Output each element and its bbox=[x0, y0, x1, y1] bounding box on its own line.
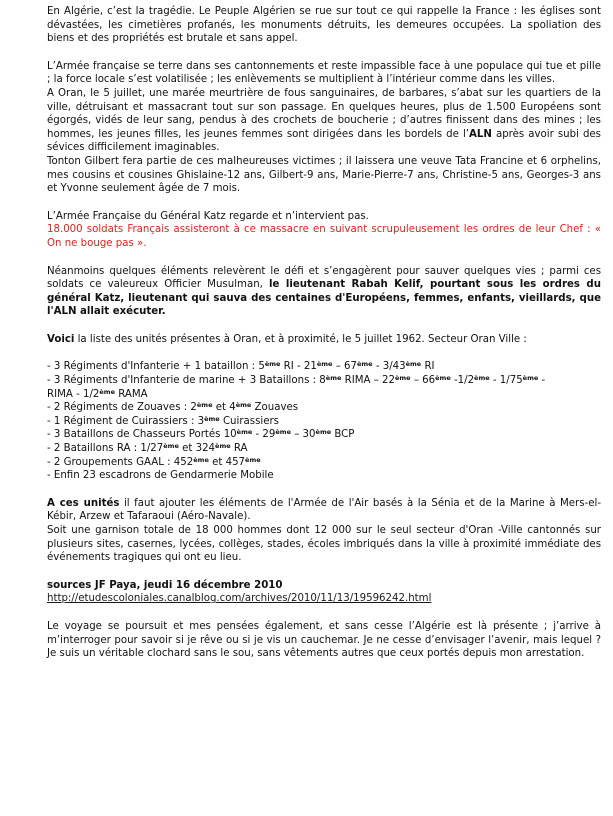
sources-label: sources JF Paya, jeudi 16 décembre 2010 bbox=[47, 579, 283, 591]
paragraph-armee-terre: L’Armée française se terre dans ses cantonnements et reste impassible face à une populace qui tue et pille ; la force locale s’est volatilisée ; les enlèvements se multiplient à l’intérieur comme dans les villes. bbox=[47, 60, 601, 86]
paragraph-liste-unites: Voici la liste des unités présentes à Oran, et à proximité, le 5 juillet 1962. Secteur Oran Ville : bbox=[47, 333, 527, 345]
sources-link[interactable] bbox=[47, 592, 601, 606]
list-item: - 3 Régiments d'Infanterie de marine + 3 Bataillons : 8ème RIMA – 22ème – 66ème -1/2ème - 1/75ème - bbox=[47, 374, 546, 387]
aln-label: ALN bbox=[469, 128, 492, 140]
paragraph-garnison: Soit une garnison totale de 18 000 hommes dont 12 000 sur le seul secteur d'Oran -Ville cantonnés sur plusieurs sites, casernes, lycées, collèges, stades, écoles imbriqués dans la ville à proximité immédiate des événements tragiques qui ont eu lieu. bbox=[47, 525, 601, 564]
list-item: - 1 Régiment de Cuirassiers : 3ème Cuirassiers bbox=[47, 414, 279, 427]
paragraph-tonton-gilbert: Tonton Gilbert fera partie de ces malheureuses victimes ; il laissera une veuve Tata Francine et 6 orphelins, mes cousins et cousines Ghislaine-12 ans, Gilbert-9 ans, Marie-Pierre-7 ans, Christine-5 ans, Georges-3 ans et Yvonne seulement âgée de 7 mois. bbox=[47, 155, 601, 195]
paragraph-tragedie: En Algérie, c’est la tragédie. Le Peuple Algérien se rue sur tout ce qui rappelle la France : les églises sont dévastées, les cimetières profanés, les monuments détruits, les demeures occupées. La spoliation des biens et des propriétés est brutale et sans appel. bbox=[47, 6, 601, 45]
units-list bbox=[47, 360, 601, 482]
paragraph-soldats-red: 18.000 soldats Français assisteront à ce massacre en suivant scrupuleusement les ordres de leur Chef : « On ne bouge pas ». bbox=[47, 224, 601, 249]
paragraph-voyage: Le voyage se poursuit et mes pensées également, et sans cesse l’Algérie est là présente ; j’arrive à m’interroger pour savoir si je rêve ou si je vis un cauchemar. Je ne cesse d’envisager l’avenir, mais lequel ? Je suis un véritable clochard sans le sou, sans vêtements autres que ceux portés depuis mon arrestation. bbox=[47, 620, 601, 660]
list-item: - Enfin 23 escadrons de Gendarmerie Mobile bbox=[47, 470, 274, 482]
list-item: RIMA - 1/2ème RAMA bbox=[47, 387, 148, 400]
paragraph-autres-unites: A ces unités il faut ajouter les éléments de l'Armée de l'Air basés à la Sénia et de la Marine à Mers-el-Kébir, Arzew et Tafaraoui (Aéro-Navale). bbox=[47, 497, 601, 523]
list-item: - 2 Bataillons RA : 1/27ème et 324ème RA bbox=[47, 442, 248, 455]
list-item: - 3 Régiments d'Infanterie + 1 bataillon : 5ème RI - 21ème – 67ème - 3/43ème RI bbox=[47, 360, 435, 373]
paragraph-general-katz: L’Armée Française du Général Katz regarde et n’intervient pas. bbox=[47, 210, 369, 222]
list-item: - 3 Bataillons de Chasseurs Portés 10ème - 29ème – 30ème BCP bbox=[47, 428, 355, 441]
paragraph-oran-massacre: A Oran, le 5 juillet, une marée meurtrière de fous sanguinaires, de barbares, s’abat sur les quartiers de la ville, détruisant et massacrant tout sur son passage. En quelques heures, plus de 1.500 Européens sont égorgés, vidés de leur sang, pendus à des crochets de boucherie ; d’autres finissent dans des mines ; les hommes, les jeunes filles, les jeunes femmes sont dirigées dans les bordels de l’ALN après avoir subi des sévices difficilement imaginables. bbox=[47, 87, 601, 154]
source-url-link[interactable]: http://etudescoloniales.canalblog.com/archives/2010/11/13/19596242.html bbox=[47, 593, 432, 605]
list-item: - 2 Groupements GAAL : 452ème et 457ème bbox=[47, 455, 261, 468]
list-item: - 2 Régiments de Zouaves : 2ème et 4ème Zouaves bbox=[47, 401, 299, 414]
paragraph-lieutenant-kelif: Néanmoins quelques éléments relevèrent le défi et s’engagèrent pour sauver quelques vies ; parmi ces soldats ce valeureux Officier Musulman, le lieutenant Rabah Kelif, pourtant sous les ordres du général Katz, lieutenant qui sauva des centaines d'Européens, femmes, enfants, vieillards, que l'ALN allait exécuter. bbox=[47, 265, 601, 318]
